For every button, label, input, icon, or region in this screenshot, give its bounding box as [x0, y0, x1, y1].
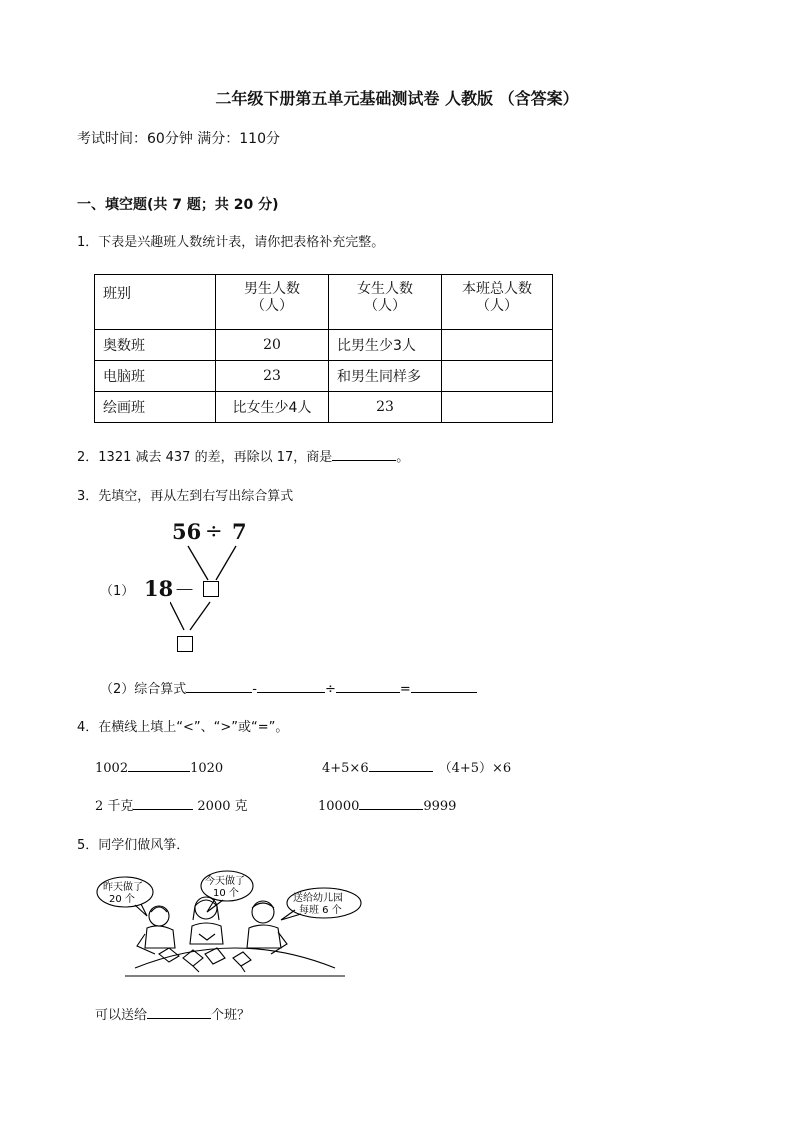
answer-box[interactable] [177, 636, 193, 652]
table-cell-blank[interactable] [442, 361, 553, 392]
answer-blank[interactable] [147, 1004, 211, 1019]
table-row [95, 392, 553, 423]
minus-sign: － [174, 578, 195, 602]
answer-blank[interactable] [411, 678, 477, 693]
answer-blank[interactable] [332, 446, 396, 461]
question-2 [77, 446, 409, 465]
question-5-text: 5．同学们做风筝． [77, 838, 190, 853]
exam-info: 考试时间：60分钟 满分：110分 [77, 131, 280, 147]
number-7: 7 [232, 519, 247, 544]
part-2 [100, 678, 477, 697]
question-4-text: 4．在横线上填上“<”、“>”或“=”。 [77, 720, 289, 735]
answer-blank[interactable] [128, 757, 190, 772]
number-18: 18 [144, 576, 174, 601]
table-row [95, 330, 553, 361]
question-3-text: 3．先填空，再从左到右写出综合算式 [77, 489, 294, 504]
answer-blank[interactable] [133, 795, 193, 810]
table-cell: 绘画班 [95, 392, 216, 423]
comparison-c: 2 千克 2000 克 [95, 795, 248, 814]
bubble-2-line-2: 10 个 [213, 888, 239, 899]
table-cell-blank[interactable] [442, 330, 553, 361]
table-cell: 电脑班 [95, 361, 216, 392]
comparison-b: 4+5×6 （4+5）×6 [322, 757, 511, 776]
part-2-label: （2）综合算式 [100, 682, 187, 697]
page-title: 二年级下册第五单元基础测试卷 人教版 （含答案） [215, 89, 579, 108]
comparison-a: 1002 1020 [95, 757, 223, 776]
bubble-3-line-2: 每班 6 个 [299, 905, 342, 916]
answer-box[interactable] [203, 581, 219, 597]
section-heading: 一、填空题(共 7 题；共 20 分) [77, 197, 279, 213]
question-1-text: 1．下表是兴趣班人数统计表，请你把表格补充完整。 [77, 235, 385, 250]
bubble-1-line-2: 20 个 [109, 894, 135, 905]
answer-blank[interactable] [257, 678, 325, 693]
bubble-3-line-1: 送给幼儿园 [293, 893, 343, 904]
enrollment-table [94, 274, 553, 423]
answer-blank[interactable] [369, 757, 433, 772]
table-header-class: 班别 [95, 275, 216, 330]
kite-making-illustration [95, 868, 370, 978]
bubble-1-line-1: 昨天做了 [103, 882, 143, 893]
table-cell: 奥数班 [95, 330, 216, 361]
table-cell: 比男生少3人 [329, 330, 442, 361]
table-cell-blank[interactable] [442, 392, 553, 423]
answer-blank[interactable] [359, 795, 423, 810]
table-cell: 和男生同样多 [329, 361, 442, 392]
table-cell: 20 [216, 330, 329, 361]
bubble-2-line-1: 今天做了 [205, 876, 245, 887]
question-5-answer: 可以送给 个班？ [95, 1004, 250, 1023]
operator: ÷ [324, 682, 336, 697]
question-2-suffix: 。 [396, 450, 410, 465]
table-header-row [95, 275, 553, 330]
divide-sign: ÷ [205, 519, 223, 543]
table-cell: 23 [216, 361, 329, 392]
number-56: 56 [172, 519, 202, 544]
operator: - [252, 682, 257, 697]
answer-blank[interactable] [336, 678, 400, 693]
table-cell: 比女生少4人 [216, 392, 329, 423]
comparison-d: 10000 9999 [318, 795, 456, 814]
part-1-label: （1） [100, 584, 135, 599]
table-row [95, 361, 553, 392]
table-header-boys: 男生人数 （人） [216, 275, 329, 330]
operator: = [399, 682, 411, 697]
question-2-text: 2．1321 减去 437 的差，再除以 17，商是 [77, 450, 333, 465]
answer-blank[interactable] [186, 678, 252, 693]
table-header-girls: 女生人数 （人） [329, 275, 442, 330]
table-header-total: 本班总人数 （人） [442, 275, 553, 330]
table-cell: 23 [329, 392, 442, 423]
